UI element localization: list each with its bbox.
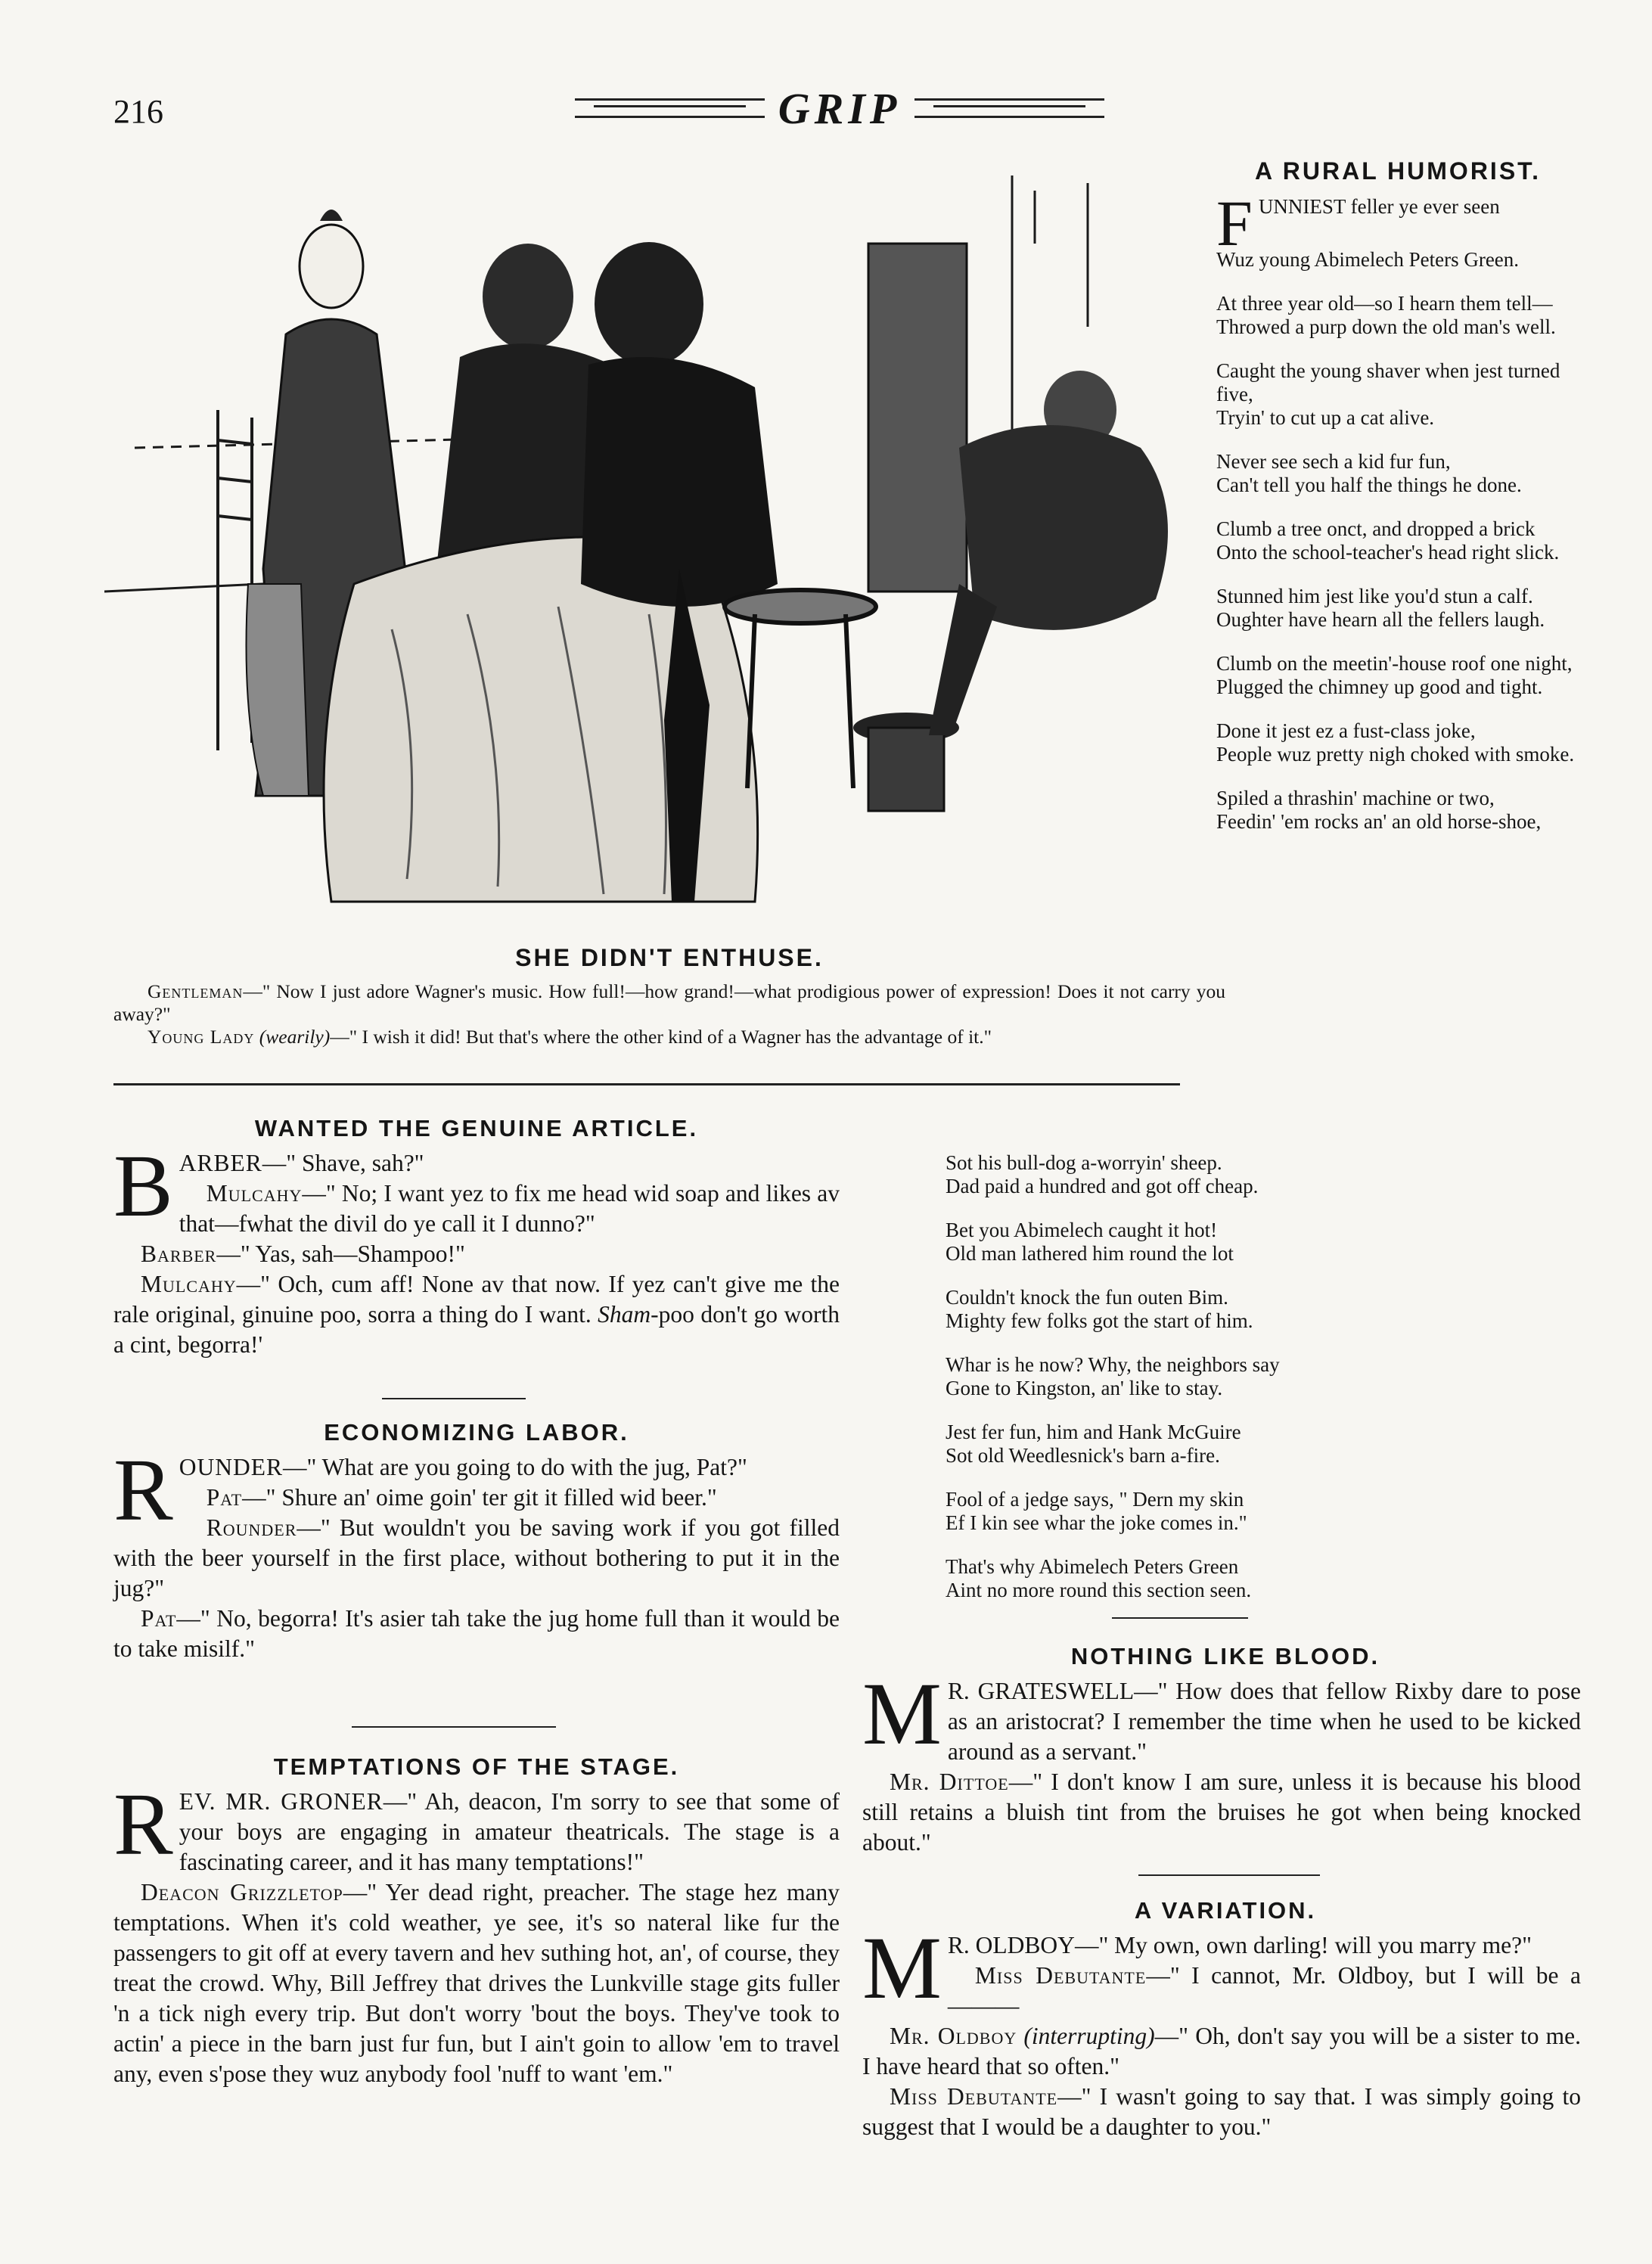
masthead [575,82,1104,135]
poem-stanza: Done it jest ez a fust-class joke, People wuz pretty nigh choked with smoke. [1216,719,1575,766]
wagner-illustration [104,160,1224,939]
caption-divider [113,1083,1180,1085]
poem-stanza: At three year old—so I hearn them tell— Throwed a purp down the old man's well. [1216,292,1556,338]
caption-lady-line: Young Lady (wearily)—" I wish it did! But that's where the other kind of a Wagner has the advantage of it." [148,1026,992,1048]
variation-para: M R. OLDBOY—" My own, own darling! will you marry me?" [862,1918,1532,2017]
variation-para: Mr. Oldboy (interrupting)—" Oh, don't say you will be a sister to me. I have heard that so often." [862,2023,1582,2079]
poem-stanza: That's why Abimelech Peters Green Aint no more round this section seen. [946,1555,1252,1601]
poem-stanza: Caught the young shaver when jest turned five, Tryin' to cut up a cat alive. [1216,359,1560,429]
wanted-title: WANTED THE GENUINE ARTICLE. [254,1115,699,1141]
rural-humorist-poem-part2 [946,1151,1475,1623]
poem-stanza: F UNNIEST feller ye ever seen Wuz young Abimelech Peters Green. [1216,187,1520,271]
blood-title: NOTHING LIKE BLOOD. [1070,1643,1380,1669]
poem-stanza: Spiled a thrashin' machine or two, Feedin' 'em rocks an' an old horse-shoe, [1216,787,1542,833]
section-rule [1138,1874,1320,1876]
ladder-chair [218,410,252,750]
blood-article [862,1664,1582,1858]
economizing-article [113,1440,840,1664]
wanted-para: BARBER—" Shave, sah?" [113,1136,424,1235]
variation-para: Miss Debutante—" I cannot, Mr. Oldboy, but I will be a ——— [947,1962,1581,2019]
poem-stanza: Clumb a tree onct, and dropped a brick Onto the school-teacher's head right slick. [1216,517,1560,564]
poem-stanza: Bet you Abimelech caught it hot! Old man lathered him round the lot [946,1219,1234,1265]
wanted-para: Mulcahy—" Och, cum aff! None av that now. If yez can't give me the rale original, ginuine poo, sorra a thing do I want. Sham-poo don't go worth a cint, begorra!' [113,1271,840,1358]
temptations-title: TEMPTATIONS OF THE STAGE. [273,1753,680,1780]
page-number: 216 [113,93,163,130]
rural-humorist-title: A RURAL HUMORIST. [1254,157,1542,185]
rural-humorist-poem-part1 [1216,187,1579,854]
section-rule [382,1398,526,1399]
drop-cap: F [1216,187,1253,259]
poem-stanza: Stunned him jest like you'd stun a calf. Oughter have hearn all the fellers laugh. [1216,585,1545,631]
poem-stanza: Sot his bull-dog a-worryin' sheep. Dad paid a hundred and got off cheap. [946,1151,1259,1197]
poem-stanza: Fool of a jedge says, " Dern my skin Ef I kin see whar the joke comes in." [946,1488,1247,1534]
poem-stanza: Couldn't knock the fun outen Bim. Mighty few folks got the start of him. [946,1286,1253,1332]
wanted-para: Mulcahy—" No; I want yez to fix me head wid soap and likes av that—fwhat the divil do ye call it I dunno?" [179,1180,840,1237]
caption-gentleman-line: Gentleman—" Now I just adore Wagner's music. How full!—how grand!—what prodigious power of expression! Does it not carry you away?" [113,980,1225,1025]
illustration-caption-title: SHE DIDN'T ENTHUSE. [515,944,824,971]
temptations-para: REV. MR. GRONER—" Ah, deacon, I'm sorry to see that some of your boys are engaging in amateur theatricals. The stage is a fascinating career, and it has many temptations!" [113,1775,840,1875]
masthead-title: GRIP [778,83,902,133]
masthead-rule-left [575,98,765,118]
economizing-para: ROUNDER—" What are you going to do with the jug, Pat?" [113,1440,747,1539]
drop-cap: B [113,1136,173,1235]
economizing-para: Pat—" No, begorra! It's asier tah take the jug home full than it would be to take misilf." [113,1605,840,1662]
economizing-para: Rounder—" But wouldn't you be saving work if you got filled with the beer yourself in the first place, without bothering to put it in the jug?" [113,1514,840,1601]
poem-end-rule [1112,1617,1248,1619]
variation-article [862,1918,1582,2142]
drop-cap: M [862,1918,942,2017]
window-post [868,244,967,592]
masthead-rule-right [914,98,1104,118]
variation-para: Miss Debutante—" I wasn't going to say that. I was simply going to suggest that I would be a daughter to you." [862,2083,1581,2140]
poem-stanza: Clumb on the meetin'-house roof one night, Plugged the chimney up good and tight. [1216,652,1573,698]
variation-title: A VARIATION. [1134,1897,1317,1924]
wanted-article [113,1136,840,1360]
drop-cap: R [113,1440,173,1539]
wanted-para: Barber—" Yas, sah—Shampoo!" [141,1241,465,1267]
drop-cap: M [862,1664,942,1763]
blood-para: Mr. Dittoe—" I don't know I am sure, unless it is because his blood still retains a bluish tint from the bruises he got when being knocked about." [862,1769,1581,1856]
economizing-title: ECONOMIZING LABOR. [324,1419,629,1446]
stool [725,590,876,788]
temptations-para: Deacon Grizzletop—" Yer dead right, preacher. The stage hez many temptations. When it's cold weather, ye see, it's so nateral like fur the passengers to git off at every tavern and hev suthing hot, an', of course, they treat the crowd. Why, Bill Jeffrey that drives the Lunkville stage gits fuller 'n a tick nigh every trip. But don't worry 'bout the boys. They've took to actin' a piece in the barn just fur fun, but I ain't goin to allow 'em to travel any, even s'pose they wuz anybody fool 'nuff to want 'em." [113,1879,840,2087]
temptations-article [113,1775,840,2089]
poem-stanza: Never see sech a kid fur fun, Can't tell you half the things he done. [1216,450,1522,496]
drop-cap: R [113,1775,173,1874]
illustration-caption [113,980,1225,1048]
economizing-para: Pat—" Shure an' oime goin' ter git it filled wid beer." [206,1484,717,1511]
poem-stanza: Whar is he now? Why, the neighbors say Gone to Kingston, an' like to stay. [946,1353,1280,1399]
poem-stanza: Jest fer fun, him and Hank McGuire Sot old Weedlesnick's barn a-fire. [946,1421,1241,1467]
blood-para: M R. GRATESWELL—" How does that fellow Rixby dare to pose as an aristocrat? I remember the time when he used to be kicked around as a servant." [862,1664,1582,1765]
section-rule [352,1726,556,1728]
